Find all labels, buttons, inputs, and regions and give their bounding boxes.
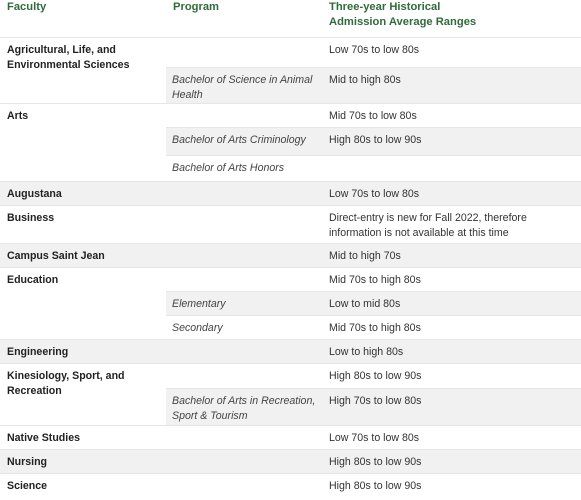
range-cell: High 80s to low 90s: [323, 128, 581, 156]
program-cell: Elementary: [166, 292, 323, 316]
faculty-cell: Native Studies: [0, 426, 166, 450]
program-cell: Bachelor of Arts Criminology: [166, 128, 323, 156]
table-row: [0, 474, 581, 498]
program-cell: [166, 268, 323, 292]
range-cell: High 80s to low 90s: [323, 364, 581, 389]
table-row: [0, 244, 581, 268]
program-cell: [166, 364, 323, 389]
table-row: [0, 340, 581, 364]
faculty-cell: Engineering: [0, 340, 166, 364]
program-cell: [166, 206, 323, 244]
faculty-cell: Business: [0, 206, 166, 244]
range-cell: Mid 70s to high 80s: [323, 268, 581, 292]
range-cell: Mid 70s to high 80s: [323, 316, 581, 340]
program-cell: [166, 104, 323, 128]
range-cell: [323, 156, 581, 182]
header-row: [0, 0, 581, 38]
program-cell: Bachelor of Arts in Recreation, Sport & Tourism: [166, 389, 323, 426]
table-row: [0, 450, 581, 474]
faculty-cell: Nursing: [0, 450, 166, 474]
program-cell: Bachelor of Science in Animal Health: [166, 68, 323, 104]
program-cell: [166, 38, 323, 68]
program-cell: [166, 182, 323, 206]
faculty-cell: Science: [0, 474, 166, 498]
range-header-line2: Admission Average Ranges: [329, 16, 477, 28]
program-cell: [166, 340, 323, 364]
range-header-line1: Three-year Historical: [329, 1, 441, 13]
range-cell: Mid 70s to low 80s: [323, 104, 581, 128]
program-header: Program: [173, 1, 220, 13]
range-cell: High 80s to low 90s: [323, 474, 581, 498]
range-cell: Low 70s to low 80s: [323, 182, 581, 206]
range-header: [323, 0, 581, 38]
table-row: [0, 38, 581, 68]
faculty-header: Faculty: [7, 1, 47, 13]
faculty-cell: Education: [0, 268, 166, 340]
program-cell: [166, 426, 323, 450]
faculty-cell: Augustana: [0, 182, 166, 206]
range-cell: Low 70s to low 80s: [323, 426, 581, 450]
program-cell: Bachelor of Arts Honors: [166, 156, 323, 182]
table-row: [0, 206, 581, 244]
table-row: [0, 364, 581, 389]
program-cell: [166, 244, 323, 268]
program-cell: [166, 474, 323, 498]
faculty-cell: Kinesiology, Sport, and Recreation: [0, 364, 166, 426]
range-cell: Low 70s to low 80s: [323, 38, 581, 68]
table-row: [0, 426, 581, 450]
program-cell: [166, 450, 323, 474]
faculty-cell: Campus Saint Jean: [0, 244, 166, 268]
faculty-cell: Agricultural, Life, and Environmental Sciences: [0, 38, 166, 104]
table-header: [0, 0, 581, 38]
range-cell: High 80s to low 90s: [323, 450, 581, 474]
program-cell: Secondary: [166, 316, 323, 340]
range-cell: Direct-entry is new for Fall 2022, therefore information is not available at this time: [323, 206, 581, 244]
range-cell: Mid to high 80s: [323, 68, 581, 104]
range-cell: High 70s to low 80s: [323, 389, 581, 426]
range-cell: Low to high 80s: [323, 340, 581, 364]
range-cell: Mid to high 70s: [323, 244, 581, 268]
range-cell: Low to mid 80s: [323, 292, 581, 316]
table-row: [0, 268, 581, 292]
faculty-cell: Arts: [0, 104, 166, 182]
table-row: [0, 182, 581, 206]
table-body: [0, 38, 581, 498]
table-row: [0, 104, 581, 128]
